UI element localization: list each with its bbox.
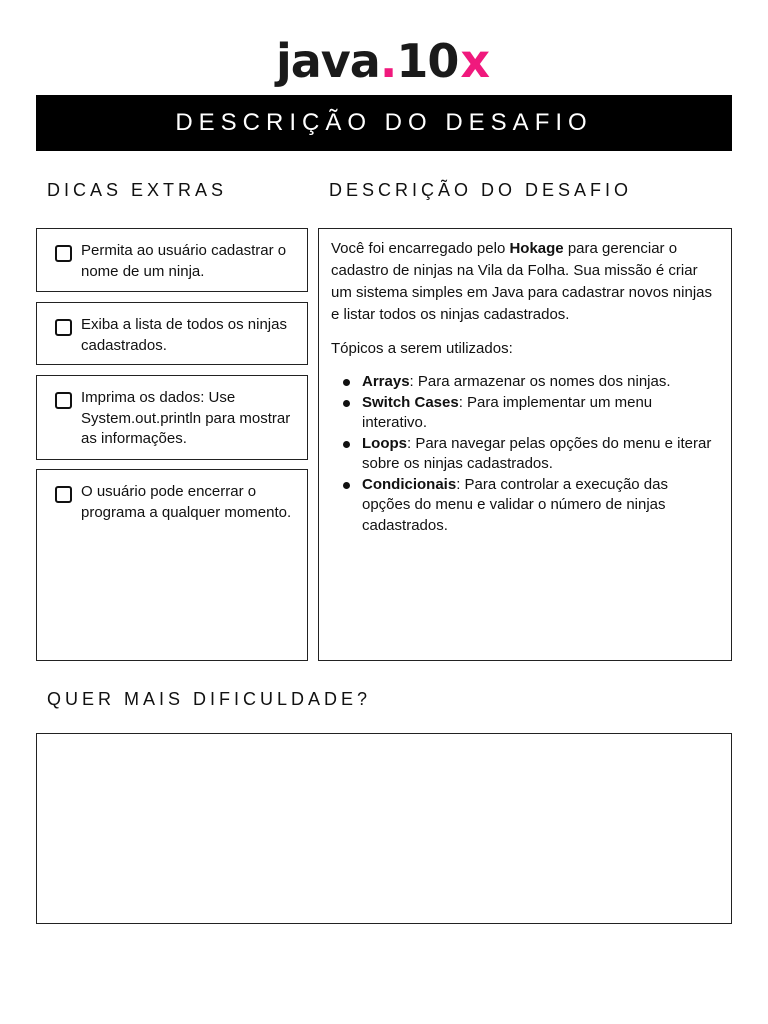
checkbox-icon[interactable] bbox=[55, 392, 72, 409]
tip-card-3 bbox=[36, 375, 308, 460]
hokage-bold: Hokage bbox=[509, 240, 564, 257]
tip-text: Imprima os dados: Use System.out.println para mostrar as informações. bbox=[81, 389, 291, 447]
extra-section-title: QUER MAIS DIFICULDADE? bbox=[47, 689, 372, 709]
bullet-icon bbox=[343, 379, 350, 386]
logo-x-mark: x bbox=[460, 34, 490, 88]
bullet-icon bbox=[343, 441, 350, 448]
logo-java-text: java bbox=[276, 34, 380, 88]
tip-text: Permita ao usuário cadastrar o nome de um ninja. bbox=[81, 242, 287, 280]
tip-text: Exiba a lista de todos os ninjas cadastrados. bbox=[81, 316, 287, 354]
checkbox-icon[interactable] bbox=[55, 319, 72, 336]
description-intro: Você foi encarregado pelo Hokage para gerenciar o cadastro de ninjas na Vila da Folha. Sua missão é criar um sistema simples em Java para cadastrar novos ninjas e listar todos os ninjas cadastrados. bbox=[331, 240, 712, 323]
checkbox-icon[interactable] bbox=[55, 245, 72, 262]
bullet-icon bbox=[343, 400, 350, 407]
java10x-logo bbox=[276, 28, 490, 88]
tips-section-title: DICAS EXTRAS bbox=[47, 180, 228, 200]
extra-challenge-box[interactable] bbox=[36, 733, 732, 924]
topics-label: Tópicos a serem utilizados: bbox=[331, 340, 513, 357]
logo-number: 10 bbox=[396, 34, 459, 88]
list-item: Loops: Para navegar pelas opções do menu e iterar sobre os ninjas cadastrados. bbox=[331, 434, 719, 475]
description-box bbox=[318, 228, 732, 661]
list-item: Arrays: Para armazenar os nomes dos ninjas. bbox=[331, 372, 719, 393]
tip-card-1 bbox=[36, 228, 308, 292]
banner-title: DESCRIÇÃO DO DESAFIO bbox=[175, 109, 593, 136]
tip-card-4 bbox=[36, 469, 308, 661]
tip-text: O usuário pode encerrar o programa a qualquer momento. bbox=[81, 483, 292, 521]
checkbox-icon[interactable] bbox=[55, 486, 72, 503]
tip-card-2 bbox=[36, 302, 308, 365]
list-item: Condicionais: Para controlar a execução das opções do menu e validar o número de ninjas cadastrados. bbox=[331, 475, 719, 537]
header-banner bbox=[36, 95, 732, 151]
list-item: Switch Cases: Para implementar um menu interativo. bbox=[331, 393, 719, 434]
description-section-title: DESCRIÇÃO DO DESAFIO bbox=[329, 180, 633, 200]
topics-list bbox=[331, 372, 719, 536]
bullet-icon bbox=[343, 482, 350, 489]
logo-dot: . bbox=[379, 34, 397, 88]
